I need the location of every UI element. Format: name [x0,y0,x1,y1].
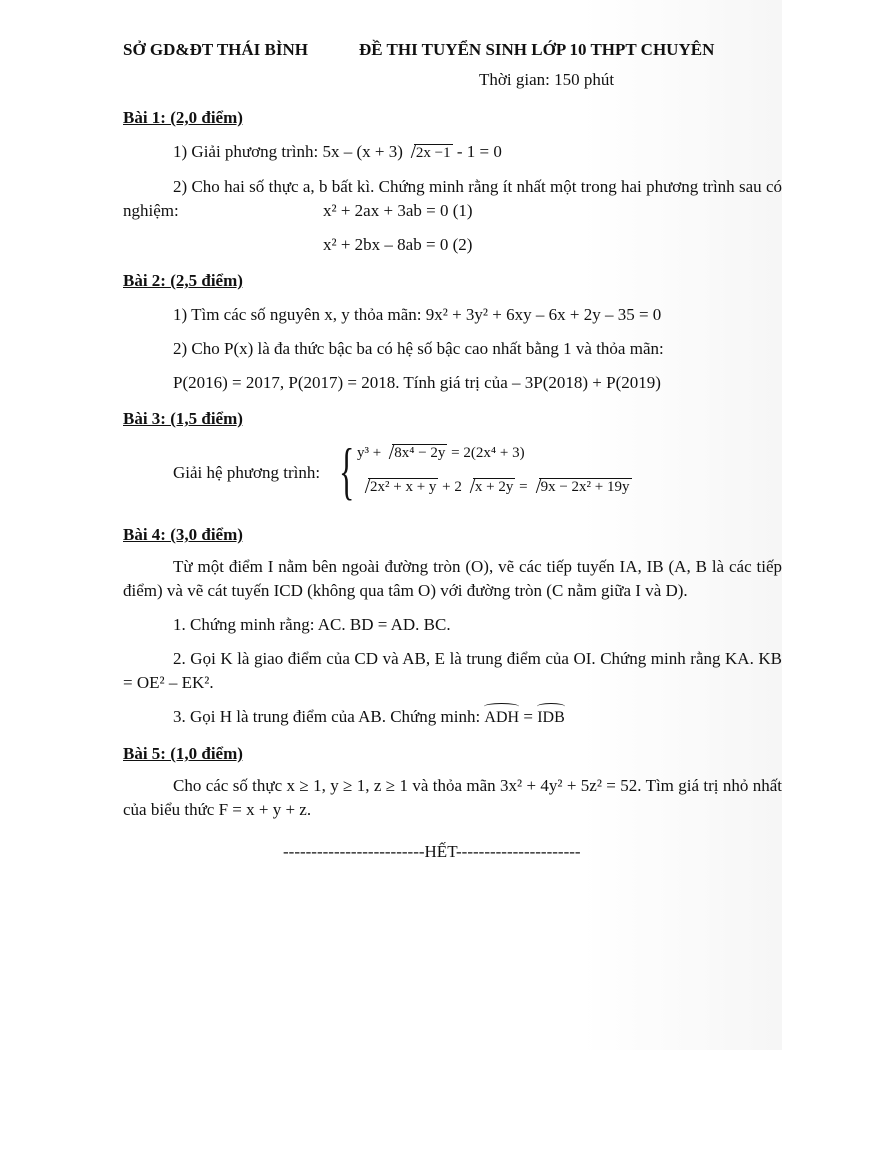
bai3-e2-radicand-3: 9x − 2x² + 19y [540,479,630,495]
time-text: Thời gian: 150 phút [479,70,615,89]
department-name: SỞ GD&ĐT THÁI BÌNH [123,40,308,59]
bai3-e1-radicand: 8x⁴ − 2y [394,445,446,461]
bai3-equation-2 [357,475,632,499]
end-marker: -------------------------HẾT---------------------- [283,842,581,861]
exam-title: ĐỀ THI TUYỂN SINH LỚP 10 THPT CHUYÊN [359,40,715,59]
bai4-q3 [123,705,782,730]
bai3-label: Giải hệ phương trình: [173,463,321,482]
bai3-e2-mid: + 2 [438,479,462,495]
bai4-q3-equals: = [519,707,538,726]
exam-header [123,38,782,64]
bai2-q2b: P(2016) = 2017, P(2017) = 2018. Tính giá trị của – 3P(2018) + P(2019) [173,373,661,392]
sqrt-symbol [464,475,515,499]
bai1-q1-prefix: 1) Giải phương trình: 5x – (x + 3) [173,142,403,161]
bai4-q1: 1. Chứng minh rằng: AC. BD = AD. BC. [173,615,451,634]
bai1-eq1: x² + 2ax + 3ab = 0 (1) [123,199,573,223]
bai5-title: Bài 5: (1,0 điểm) [123,744,243,763]
bai1-q2: 2) Cho hai số thực a, b bất kì. Chứng minh rằng ít nhất một trong hai phương trình sau có nghiệm: [123,177,782,220]
sqrt-symbol [405,140,453,165]
bai4-q3-prefix: 3. Gọi H là trung điểm của AB. Chứng minh: [173,707,481,726]
bai4-intro: Từ một điểm I nằm bên ngoài đường tròn (O), vẽ các tiếp tuyến IA, IB (A, B là các tiếp điểm) và vẽ cát tuyến ICD (không qua tâm O) với đường tròn (C nằm giữa I và D). [123,557,782,600]
bai4-q2: 2. Gọi K là giao điểm của CD và AB, E là trung điểm của OI. Chứng minh rằng KA. KB = OE² – EK². [123,649,782,692]
bai1-q1-radicand: 2x −1 [415,145,451,161]
bai3-e1-lhs: y³ + [357,445,382,461]
bai1-title: Bài 1: (2,0 điểm) [123,108,243,127]
exam-time [123,68,782,94]
bai3-e2-radicand-2: x + 2y [474,479,514,495]
bai3-equation-1 [357,441,525,465]
bai1-q1-suffix: - 1 = 0 [452,142,502,161]
sqrt-symbol [530,475,632,499]
exam-document [123,38,782,864]
bai3-e2-equals: = [515,479,528,495]
sqrt-symbol [383,441,447,465]
system-brace: { [339,435,355,506]
bai2-title: Bài 2: (2,5 điểm) [123,271,243,290]
bai5-text: Cho các số thực x ≥ 1, y ≥ 1, z ≥ 1 và thỏa mãn 3x² + 4y² + 5z² = 52. Tìm giá trị nhỏ nhất của biểu thức F = x + y + z. [123,776,782,819]
arc-angle-idb: IDB [537,706,565,730]
bai1-eq2: x² + 2bx – 8ab = 0 (2) [323,235,473,254]
bai3-e2-radicand-1: 2x² + x + y [370,479,437,495]
bai3-e1-rhs: = 2(2x⁴ + 3) [447,445,525,461]
bai4-title: Bài 4: (3,0 điểm) [123,525,243,544]
arc-angle-adh: ADH [484,706,519,730]
bai3-system [123,435,782,511]
bai2-q2a: 2) Cho P(x) là đa thức bậc ba có hệ số bậc cao nhất bằng 1 và thỏa mãn: [173,339,664,358]
bai3-title: Bài 3: (1,5 điểm) [123,409,243,428]
bai1-q1 [123,140,782,165]
bai2-q1: 1) Tìm các số nguyên x, y thỏa mãn: 9x² + 3y² + 6xy – 6x + 2y – 35 = 0 [173,305,662,324]
sqrt-symbol [359,475,438,499]
